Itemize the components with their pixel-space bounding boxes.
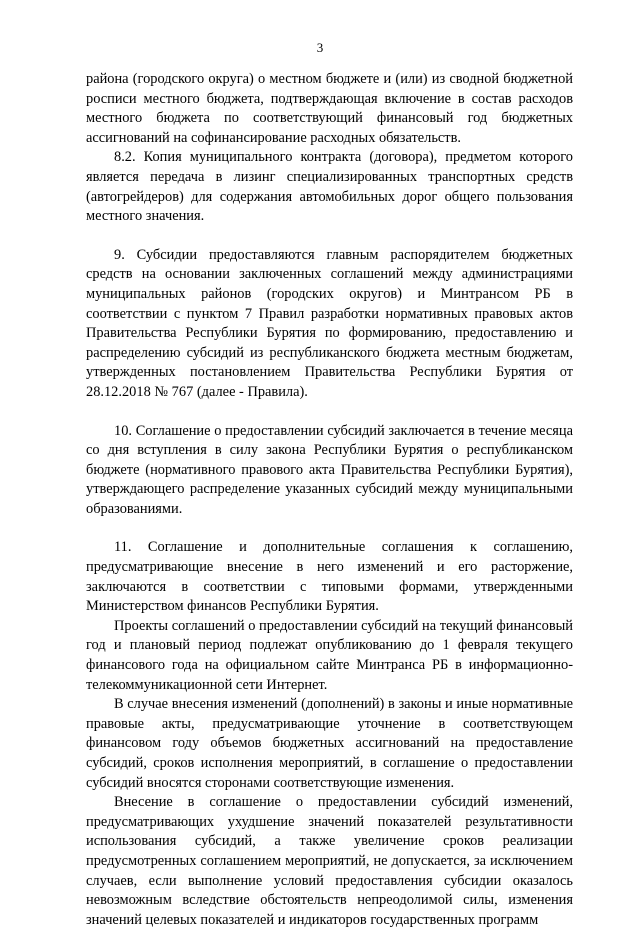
paragraph-11-restrictions: Внесение в соглашение о предоставлении субсидий изменений, предусматривающих ухудшение значений показателей результативности использования субсидий, а также увеличение сроков реализации предусмотренных соглашением мероприятий, не допускается, за исключением случаев, если выполнение условий предоставления субсидии оказалось невозможным вследствие обстоятельств непреодолимой силы, изменения значений целевых показателей и индикаторов государственных программ	[86, 794, 573, 928]
paragraph-11-draft-publication: Проекты соглашений о предоставлении субсидий на текущий финансовый год и плановый период подлежат опубликованию до 1 февраля текущего финансового года на официальном сайте Минтранса РБ в информационно-телекоммуникационной сети Интернет.	[86, 617, 573, 693]
paragraph-8-2: 8.2. Копия муниципального контракта (договора), предметом которого является передача в лизинг специализированных транспортных средств (автогрейдеров) для содержания автомобильных дорог общего пользования местного значения.	[86, 149, 573, 225]
paragraph-10: 10. Соглашение о предоставлении субсидий заключается в течение месяца со дня вступления в силу закона Республики Бурятия о республиканском бюджете (нормативного правового акта Правительства Республики Бурятия), утверждающего распределение указанных субсидий между муниципальными образованиями.	[86, 422, 573, 517]
paragraph-11-amendments: В случае внесения изменений (дополнений) в законы и иные нормативные правовые акты, предусматривающие уточнение в соответствующем финансовом году объемов бюджетных ассигнований на предоставление субсидий, сроков исполнения мероприятий, в соглашение о предоставлении субсидий вносятся сторонами соответствующие изменения.	[86, 696, 573, 791]
document-body	[86, 70, 573, 930]
paragraph-9: 9. Субсидии предоставляются главным распорядителем бюджетных средств на основании заключенных соглашений между администрациями муниципальных районов (городских округов) и Минтрансом РБ в соответствии с пунктом 7 Правил разработки нормативных правовых актов Правительства Республики Бурятия по формированию, предоставлению и распределению субсидий из республиканского бюджета местным бюджетам, утвержденных постановлением Правительства Республики Бурятия от 28.12.2018 № 767 (далее - Правила).	[86, 246, 573, 400]
page-number: 3	[316, 40, 324, 55]
paragraph-11: 11. Соглашение и дополнительные соглашения к соглашению, предусматривающие внесение в него изменений и его расторжение, заключаются в соответствии с типовыми формами, утвержденными Министерством финансов Республики Бурятия.	[86, 539, 573, 615]
paragraph-8-1-continuation: района (городского округа) о местном бюджете и (или) из сводной бюджетной росписи местного бюджета, подтверждающая включение в состав расходов местного бюджета по соответствующий финансовый год бюджетных ассигнований на софинансирование расходных обязательств.	[86, 71, 573, 146]
